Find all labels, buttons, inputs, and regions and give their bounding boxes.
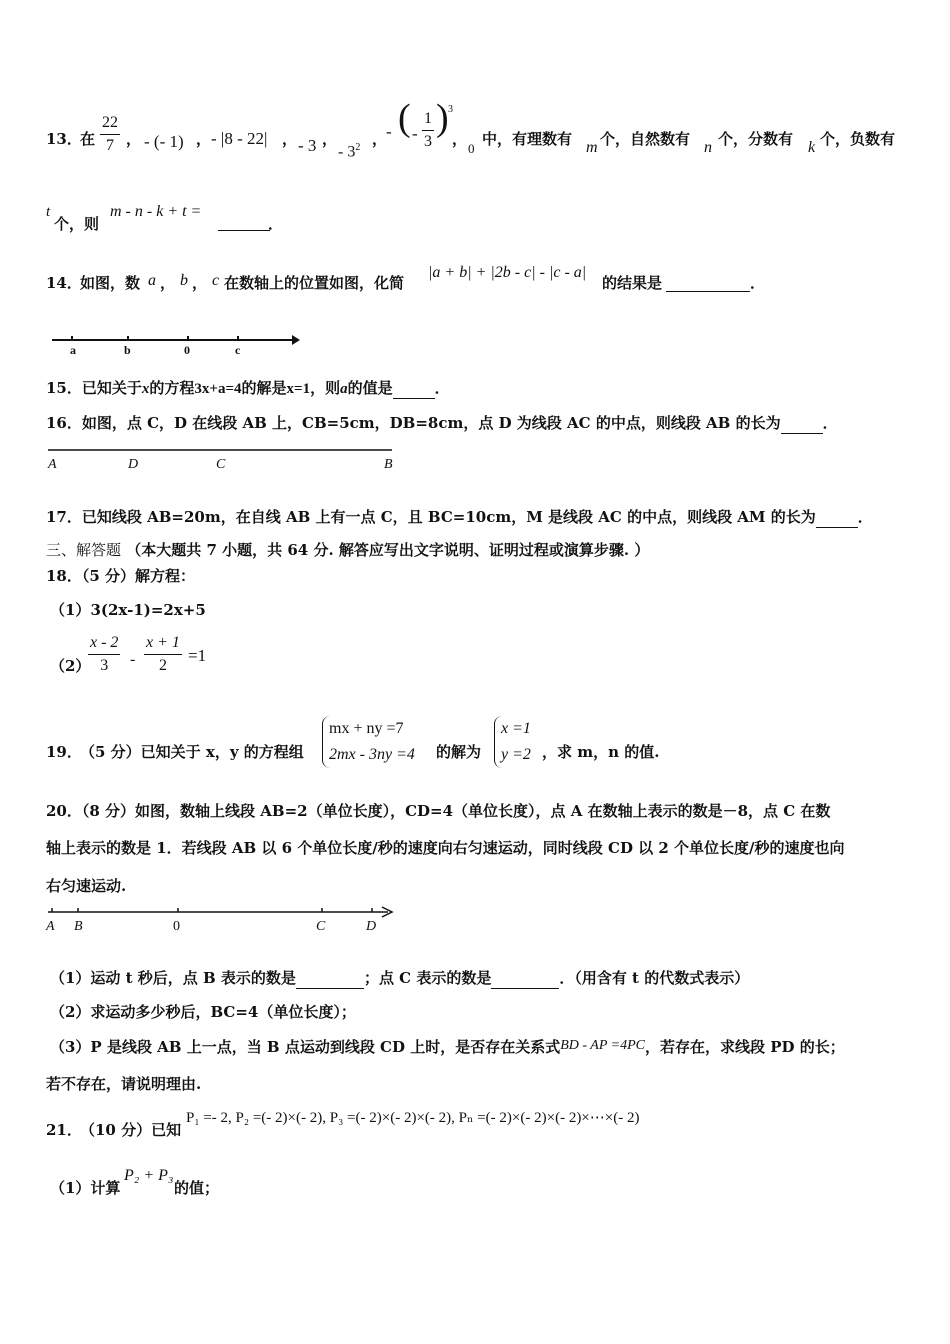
tick-label-D: D bbox=[366, 919, 377, 934]
equation: 3(2x-1)=2x+5 bbox=[90, 601, 206, 619]
question-text: 如图，点 C，D 在线段 AB 上，CB=5cm，DB=8cm，点 D 为线段 AC 的中点，则线段 AB 的长为 bbox=[81, 414, 781, 432]
question-text: 个，则 bbox=[54, 215, 100, 233]
answer-blank bbox=[816, 507, 858, 528]
question-number: 16． bbox=[46, 414, 82, 432]
question-15: 15．已知关于x的方程3x+a=4的解是x=1，则a的值是 ． bbox=[46, 379, 450, 397]
math-expression: P₂ + P₃ bbox=[124, 1167, 174, 1184]
question-number: 18． bbox=[46, 567, 82, 585]
question-text: 个，分数有 bbox=[718, 130, 794, 148]
tick-label-A: A bbox=[46, 919, 55, 934]
arrow-head bbox=[292, 335, 300, 345]
fraction: $\frac{22}{7}$ bbox=[102, 114, 118, 154]
question-18-part1: （1）3(2x-1)=2x+5 bbox=[50, 601, 206, 619]
question-text: 在数轴上的位置如图，化简 bbox=[224, 274, 405, 292]
variable-b: b bbox=[180, 272, 188, 289]
tick-label-0: 0 bbox=[184, 343, 190, 357]
solution-system: x =1 y =2 bbox=[494, 716, 531, 768]
question-text: （5 分）已知关于 x，y 的方程组 bbox=[80, 743, 304, 761]
point-label-D: D bbox=[128, 457, 139, 472]
question-text: （10 分）已知 bbox=[80, 1121, 182, 1139]
segment-figure-16 bbox=[44, 440, 404, 474]
variable-t: t bbox=[46, 204, 51, 220]
separator: ， bbox=[452, 130, 468, 148]
question-text: 如图，数 bbox=[80, 274, 141, 292]
question-number: 21． bbox=[46, 1121, 82, 1139]
separator: ， bbox=[126, 130, 142, 148]
question-16: 16．如图，点 C，D 在线段 AB 上，CB=5cm，DB=8cm，点 D 为线段 AC 的中点，则线段 AB 的长为 ． bbox=[46, 414, 838, 432]
math-term: - |8 - 22| bbox=[211, 129, 268, 148]
section-title: 三、解答题 bbox=[46, 541, 122, 559]
answer-blank bbox=[666, 291, 750, 292]
question-text: 个，自然数有 bbox=[600, 130, 691, 148]
variable-n: n bbox=[704, 139, 712, 156]
point-label-B: B bbox=[384, 457, 393, 472]
math-expression: P₁ =- 2, P₂ =(- 2)×(- 2), P₃ =(- 2)×(- 2)×(- 2), Pₙ =(- 2)×(- 2)×(- 2)×⋯×(- 2) bbox=[186, 1110, 640, 1126]
math-term: 0 bbox=[468, 141, 475, 156]
tick-label-a: a bbox=[70, 343, 76, 357]
answer-blank bbox=[296, 968, 364, 989]
question-text: 个，负数有 bbox=[820, 130, 896, 148]
variable-a: a bbox=[148, 272, 156, 289]
question-number: 13． bbox=[46, 130, 82, 148]
answer-blank bbox=[218, 230, 270, 231]
separator: ， bbox=[322, 130, 338, 148]
question-text: ，求 m，n 的值. bbox=[542, 743, 660, 761]
question-20-line3: 右匀速运动. bbox=[46, 877, 127, 895]
variable-k: k bbox=[808, 139, 816, 156]
answer-blank bbox=[491, 968, 559, 989]
separator: ， bbox=[196, 130, 212, 148]
math-expression: BD - AP =4PC bbox=[560, 1038, 645, 1053]
question-text: （5 分）解方程： bbox=[81, 567, 196, 585]
punctuation: ． bbox=[750, 274, 766, 292]
tick-label-B: B bbox=[74, 919, 83, 934]
question-number: 14． bbox=[46, 274, 82, 292]
question-18 bbox=[46, 566, 195, 586]
question-17: 17．已知线段 AB=20m，在自线 AB 上有一点 C，且 BC=10cm，M 是线段 AC 的中点，则线段 AM 的长为 ． bbox=[46, 508, 873, 526]
math-term: - (- 1) bbox=[144, 132, 184, 151]
number-line-figure-14 bbox=[48, 330, 308, 360]
question-20-line2: 轴上表示的数是 1．若线段 AB 以 6 个单位长度/秒的速度向右匀速运动，同时线段 CD 以 2 个单位长度/秒的速度也向 bbox=[46, 839, 845, 857]
section-note: （本大题共 7 小题，共 64 分. 解答应写出文字说明、证明过程或演算步骤. ） bbox=[126, 541, 650, 559]
punctuation: ． bbox=[268, 215, 284, 233]
question-text: 的解为 bbox=[436, 743, 482, 761]
question-20-part3-cont: 若不存在，请说明理由. bbox=[46, 1075, 202, 1093]
math-term: - 3 bbox=[298, 136, 317, 155]
point-label-C: C bbox=[216, 457, 226, 472]
question-text: 的结果是 bbox=[602, 274, 663, 292]
question-text: 中，有理数有 bbox=[482, 130, 573, 148]
math-term: - $3^2$ bbox=[338, 142, 361, 161]
variable-m: m bbox=[586, 139, 598, 156]
question-text: 在 bbox=[80, 130, 96, 148]
equation-system: mx + ny =7 2mx - 3ny =4 bbox=[322, 716, 415, 768]
question-number: 17． bbox=[46, 508, 82, 526]
question-20-part1: （1）运动 t 秒后，点 B 表示的数是 ；点 C 表示的数是 ．（用含有 t 的代数式表示） bbox=[50, 969, 750, 987]
variable-c: c bbox=[212, 272, 220, 289]
question-number: 19． bbox=[46, 743, 82, 761]
answer-blank bbox=[393, 378, 435, 399]
tick-label-C: C bbox=[316, 919, 326, 934]
fraction: $\frac{1}{3}$ bbox=[424, 110, 432, 150]
question-20-line1: 20．（8 分）如图，数轴上线段 AB=2（单位长度），CD=4（单位长度），点 A 在数轴上表示的数是－8，点 C 在数 bbox=[46, 802, 831, 820]
math-expression: m - n - k + t = bbox=[110, 203, 202, 220]
question-20-part3: （3）P 是线段 AB 上一点，当 B 点运动到线段 CD 上时，是否存在关系式BD - AP =4PC，若存在，求线段 PD 的长； bbox=[50, 1038, 845, 1056]
point-label-A: A bbox=[48, 457, 57, 472]
separator: ， bbox=[282, 130, 298, 148]
question-number: 15． bbox=[46, 379, 82, 397]
tick-label-c: c bbox=[235, 343, 241, 357]
answer-blank bbox=[781, 413, 823, 434]
separator: ， bbox=[372, 130, 388, 148]
tick-label-0: 0 bbox=[173, 919, 180, 934]
question-text: 已知线段 AB=20m，在自线 AB 上有一点 C，且 BC=10cm，M 是线段 AC 的中点，则线段 AM 的长为 bbox=[81, 508, 816, 526]
tick-label-b: b bbox=[124, 343, 131, 357]
number-line-figure-20 bbox=[44, 902, 404, 936]
fraction: $\frac{x + 1}{2}$ bbox=[146, 634, 180, 674]
math-expression: |a + b| + |2b - c| - |c - a| bbox=[428, 264, 587, 281]
section-heading bbox=[46, 540, 649, 560]
fraction: $\frac{x - 2}{3}$ bbox=[90, 634, 119, 674]
question-20-part2: （2）求运动多少秒后，BC=4（单位长度）； bbox=[50, 1003, 356, 1021]
